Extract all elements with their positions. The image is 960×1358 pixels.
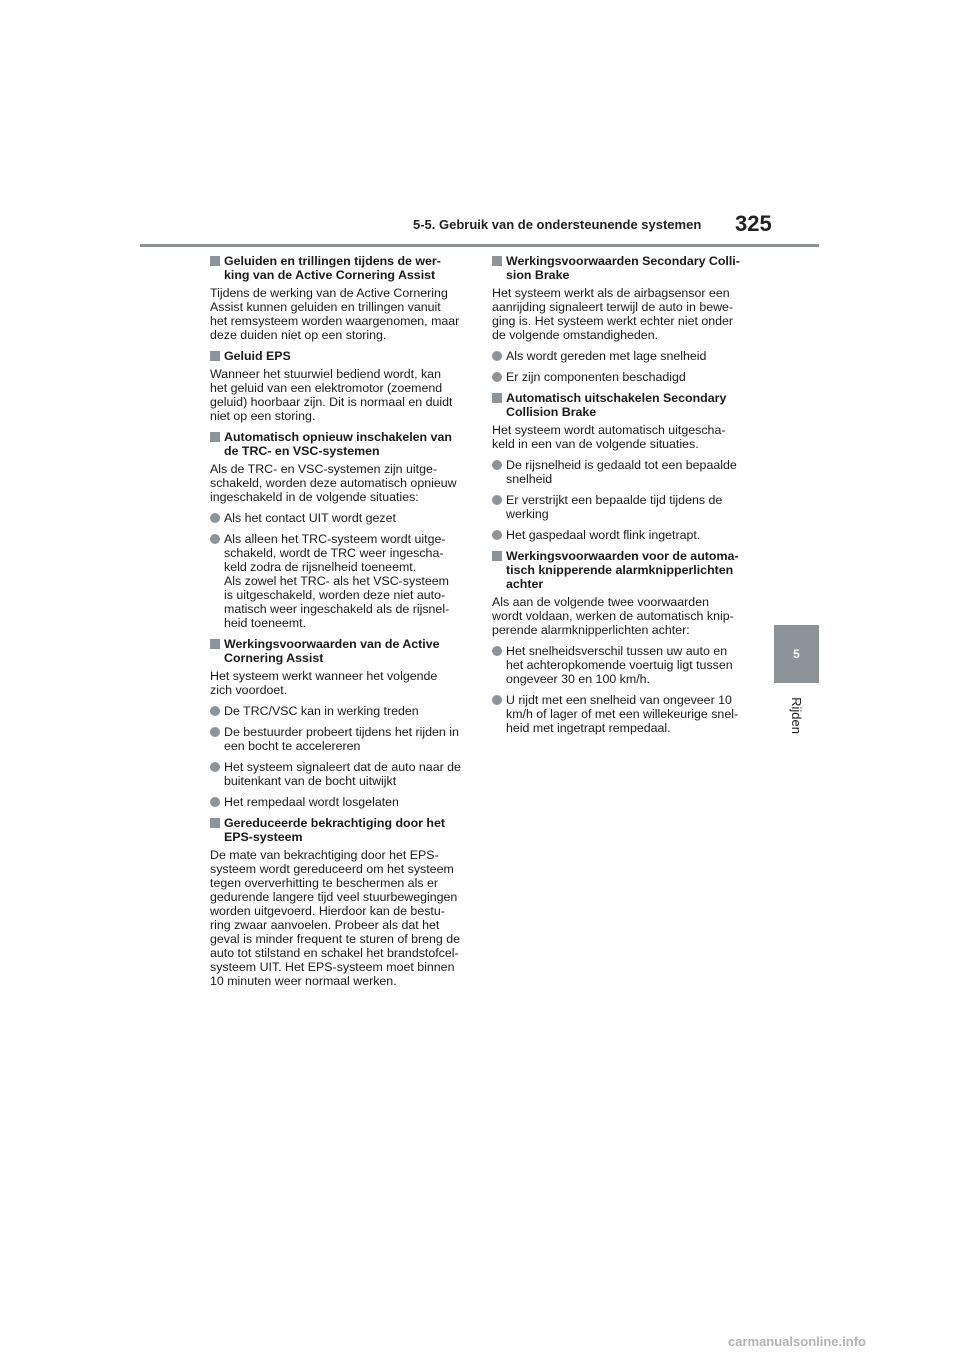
text-line: ging is. Het systeem werkt echter niet onder: [492, 314, 734, 328]
text-line: Het snelheidsverschil tussen uw auto en: [506, 644, 728, 658]
text-line: Als de TRC- en VSC-systemen zijn uitge-: [210, 462, 438, 476]
page-number: 325: [735, 211, 772, 236]
header-divider: [140, 244, 819, 247]
text-line: de volgende omstandigheden.: [492, 328, 659, 342]
list-item: [492, 644, 754, 686]
text-line: Als aan de volgende twee voorwaarden: [492, 595, 709, 609]
text-line: Als alleen het TRC-systeem wordt uitge-: [224, 532, 446, 546]
text-line: de TRC- en VSC-systemen: [224, 444, 380, 458]
body-paragraph: [210, 286, 472, 342]
text-line: matisch weer ingeschakeld als de rijsnel-: [224, 602, 450, 616]
text-line: systeem UIT. Het EPS-systeem moet binnen: [210, 960, 455, 974]
text-line: Assist kunnen geluiden en trillingen vanuit: [210, 300, 441, 314]
square-bullet-icon: [492, 393, 502, 403]
text-line: geval is minder frequent te sturen of breng de: [210, 932, 461, 946]
round-bullet-icon: [210, 797, 220, 807]
text-line: Het systeem werkt als de airbagsensor een: [492, 286, 730, 300]
chapter-label: [786, 692, 806, 738]
text-line: Gereduceerde bekrachtiging door het: [224, 816, 446, 830]
body-paragraph: [210, 367, 472, 423]
text-line: keld zodra de rijsnelheid toeneemt.: [224, 560, 417, 574]
text-line: niet op een storing.: [210, 409, 316, 423]
text-line: tegen oververhitting te beschermen als er: [210, 876, 438, 890]
section-heading: [210, 430, 472, 458]
text-line: Als het contact UIT wordt gezet: [224, 511, 396, 525]
square-bullet-icon: [492, 551, 502, 561]
text-line: sion Brake: [506, 268, 570, 282]
text-line: buitenkant van de bocht uitwijkt: [224, 774, 397, 788]
square-bullet-icon: [210, 432, 220, 442]
watermark: carmanualsonline.info: [728, 1334, 866, 1349]
list-item: [492, 493, 754, 521]
body-paragraph: [492, 423, 754, 451]
text-line: het geluid van een elektromotor (zoemend: [210, 381, 443, 395]
text-line: Geluid EPS: [224, 349, 291, 363]
text-line: deze duiden niet op een storing.: [210, 328, 387, 342]
list-item: [492, 349, 754, 363]
chapter-number: 5: [793, 647, 800, 661]
text-line: wordt voldaan, werken de automatisch knip-: [492, 609, 734, 623]
text-line: Als zowel het TRC- als het VSC-systeem: [224, 574, 449, 588]
text-line: gedurende langere tijd veel stuurbewegingen: [210, 890, 458, 904]
list-item: [210, 511, 472, 525]
text-line: km/h of lager of met een willekeurige snel-: [506, 707, 739, 721]
text-line: het achteropkomende voertuig ligt tussen: [506, 658, 733, 672]
list-item: [210, 704, 472, 718]
round-bullet-icon: [210, 762, 220, 772]
round-bullet-icon: [210, 513, 220, 523]
round-bullet-icon: [492, 460, 502, 470]
text-line: tisch knipperende alarmknipperlichten: [506, 563, 734, 577]
text-line: systeem wordt gereduceerd om het systeem: [210, 862, 454, 876]
text-line: Werkingsvoorwaarden Secondary Colli-: [506, 254, 740, 268]
round-bullet-icon: [210, 727, 220, 737]
text-line: EPS-systeem: [224, 830, 303, 844]
text-line: De bestuurder probeert tijdens het rijden in: [224, 725, 459, 739]
chapter-label-text: Rijden: [788, 696, 804, 734]
text-line: 10 minuten weer normaal werken.: [210, 974, 397, 988]
text-line: geluid) hoorbaar zijn. Dit is normaal en duidt: [210, 395, 453, 409]
square-bullet-icon: [210, 639, 220, 649]
list-item: [492, 458, 754, 486]
text-line: schakeld, worden deze automatisch opnieuw: [210, 476, 457, 490]
text-line: Werkingsvoorwaarden van de Active: [224, 637, 440, 651]
section-heading: [492, 391, 754, 419]
text-line: ingeschakeld in de volgende situaties:: [210, 490, 419, 504]
text-line: Het systeem werkt wanneer het volgende: [210, 669, 438, 683]
text-line: is uitgeschakeld, worden deze niet auto-: [224, 588, 446, 602]
section-title: 5-5. Gebruik van de ondersteunende systemen: [413, 217, 702, 232]
text-line: Geluiden en trillingen tijdens de wer-: [224, 254, 441, 268]
text-line: schakeld, wordt de TRC weer ingescha-: [224, 546, 444, 560]
text-line: achter: [506, 577, 544, 591]
square-bullet-icon: [210, 351, 220, 361]
text-line: Tijdens de werking van de Active Cornering: [210, 286, 448, 300]
text-line: U rijdt met een snelheid van ongeveer 10: [506, 693, 732, 707]
text-line: aanrijding signaleert terwijl de auto in bewe-: [492, 300, 734, 314]
body-paragraph: [492, 286, 754, 342]
text-line: Automatisch uitschakelen Secondary: [506, 391, 727, 405]
square-bullet-icon: [210, 256, 220, 266]
right-column: [492, 254, 754, 742]
list-item: [210, 760, 472, 788]
text-line: Als wordt gereden met lage snelheid: [506, 349, 707, 363]
text-line: De TRC/VSC kan in werking treden: [224, 704, 419, 718]
text-line: heid toeneemt.: [224, 616, 306, 630]
text-line: Collision Brake: [506, 405, 597, 419]
section-heading: [210, 254, 472, 282]
body-paragraph: [492, 595, 754, 637]
body-paragraph: [210, 462, 472, 504]
text-line: auto tot stilstand en schakel het brandstofcel-: [210, 946, 459, 960]
text-line: heid met ingetrapt rempedaal.: [506, 721, 671, 735]
list-item: [210, 725, 472, 753]
section-heading: [492, 549, 754, 591]
list-item: [492, 693, 754, 735]
text-line: ring zwaar aanvoelen. Probeer als dat het: [210, 918, 440, 932]
text-line: een bocht te accelereren: [224, 739, 361, 753]
text-line: werking: [506, 507, 549, 521]
section-heading: [492, 254, 754, 282]
round-bullet-icon: [492, 372, 502, 382]
text-line: ongeveer 30 en 100 km/h.: [506, 672, 650, 686]
chapter-tab[interactable]: [774, 625, 819, 683]
text-line: Het rempedaal wordt losgelaten: [224, 795, 399, 809]
left-column: [210, 254, 472, 995]
text-line: snelheid: [506, 472, 553, 486]
text-line: Cornering Assist: [224, 651, 324, 665]
section-heading: [210, 816, 472, 844]
text-line: De rijsnelheid is gedaald tot een bepaalde: [506, 458, 737, 472]
text-line: Er zijn componenten beschadigd: [506, 370, 686, 384]
section-heading: [210, 349, 472, 363]
list-item: [492, 370, 754, 384]
round-bullet-icon: [492, 495, 502, 505]
section-heading: [210, 637, 472, 665]
text-line: Het systeem wordt automatisch uitgescha-: [492, 423, 726, 437]
list-item: [492, 528, 754, 542]
text-line: Er verstrijkt een bepaalde tijd tijdens de: [506, 493, 723, 507]
text-line: zich voordoet.: [210, 683, 288, 697]
square-bullet-icon: [492, 256, 502, 266]
text-line: Automatisch opnieuw inschakelen van: [224, 430, 452, 444]
body-paragraph: [210, 669, 472, 697]
text-line: king van de Active Cornering Assist: [224, 268, 436, 282]
text-line: keld in een van de volgende situaties.: [492, 437, 699, 451]
list-item: [210, 532, 472, 630]
round-bullet-icon: [492, 530, 502, 540]
text-line: worden uitgevoerd. Hierdoor kan de bestu-: [210, 904, 445, 918]
round-bullet-icon: [492, 351, 502, 361]
text-line: De mate van bekrachtiging door het EPS-: [210, 848, 439, 862]
body-paragraph: [210, 848, 472, 988]
text-line: perende alarmknipperlichten achter:: [492, 623, 690, 637]
text-line: Wanneer het stuurwiel bediend wordt, kan: [210, 367, 441, 381]
round-bullet-icon: [210, 534, 220, 544]
list-item: [210, 795, 472, 809]
round-bullet-icon: [210, 706, 220, 716]
text-line: Werkingsvoorwaarden voor de automa-: [506, 549, 739, 563]
text-line: Het systeem signaleert dat de auto naar de: [224, 760, 461, 774]
round-bullet-icon: [492, 695, 502, 705]
square-bullet-icon: [210, 818, 220, 828]
round-bullet-icon: [492, 646, 502, 656]
text-line: het remsysteem worden waargenomen, maar: [210, 314, 460, 328]
text-line: Het gaspedaal wordt flink ingetrapt.: [506, 528, 701, 542]
